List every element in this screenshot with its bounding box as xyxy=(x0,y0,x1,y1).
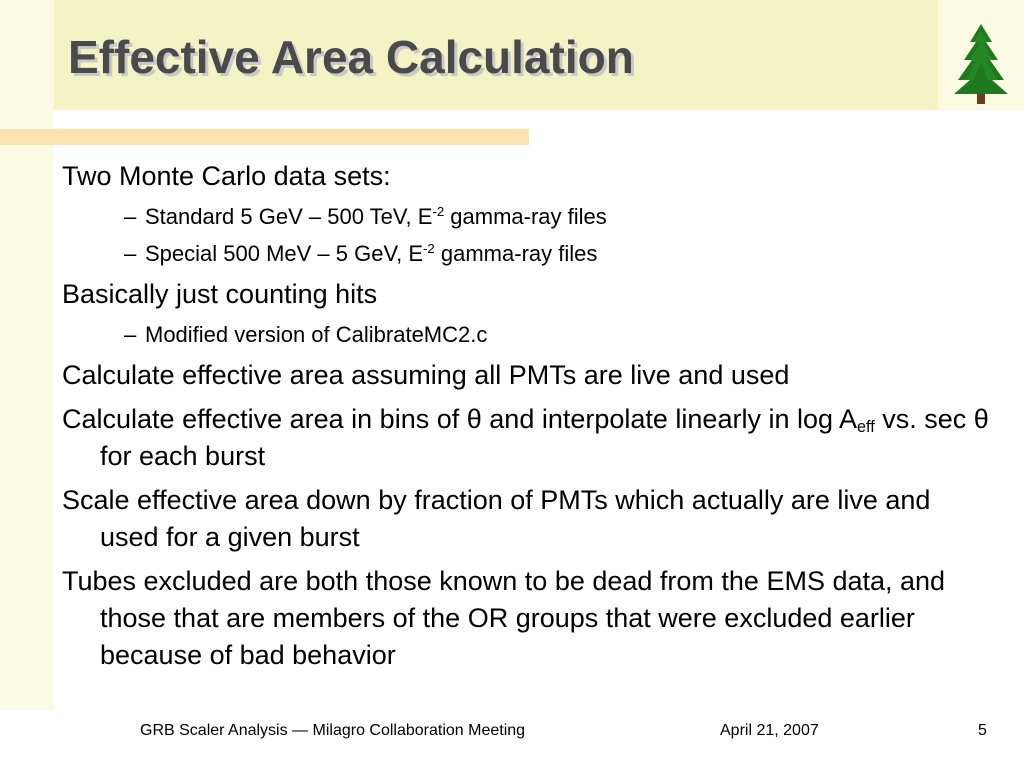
footer-title: GRB Scaler Analysis — Milagro Collaboration Meeting xyxy=(140,722,526,739)
sub-bullet-special-files: – Special 500 MeV – 5 GeV, $E^{-2}$ gamma-ray files xyxy=(124,241,598,266)
slide-number: 5 xyxy=(978,722,987,739)
bullet-counting-hits: Basically just counting hits xyxy=(62,279,378,309)
bullet-tubes-excluded: Tubes excluded are both those known to be dead from the EMS data, and those that are members of the OR groups that were excluded earlier because of bad behavior xyxy=(62,566,946,670)
sub-bullet-standard-files: – Standard 5 GeV – 500 TeV, $E^{-2}$ gamma-ray files xyxy=(124,204,607,229)
footer-date: April 21, 2007 xyxy=(720,722,819,739)
bullet-scale-area: Scale effective area down by fraction of PMTs which actually are live and used for a given burst xyxy=(62,485,931,552)
sub-bullet-calibratemc2: – Modified version of CalibrateMC2.c xyxy=(124,322,488,347)
bullet-monte-carlo: Two Monte Carlo data sets: xyxy=(62,161,391,191)
title-band-left-accent xyxy=(0,0,54,110)
slide-title: Effective Area Calculation xyxy=(68,31,634,83)
title-underline xyxy=(0,129,529,145)
bullet-assume-all-pmts: Calculate effective area assuming all PMTs are live and used xyxy=(62,360,790,390)
left-strip xyxy=(0,110,54,710)
pine-tree-icon xyxy=(952,22,1010,106)
slide-body xyxy=(62,158,992,681)
bullet-theta-bins: Calculate effective area in bins of θ and interpolate linearly in $\log A_{eff}$ vs. sec θ for each burst xyxy=(62,404,989,471)
